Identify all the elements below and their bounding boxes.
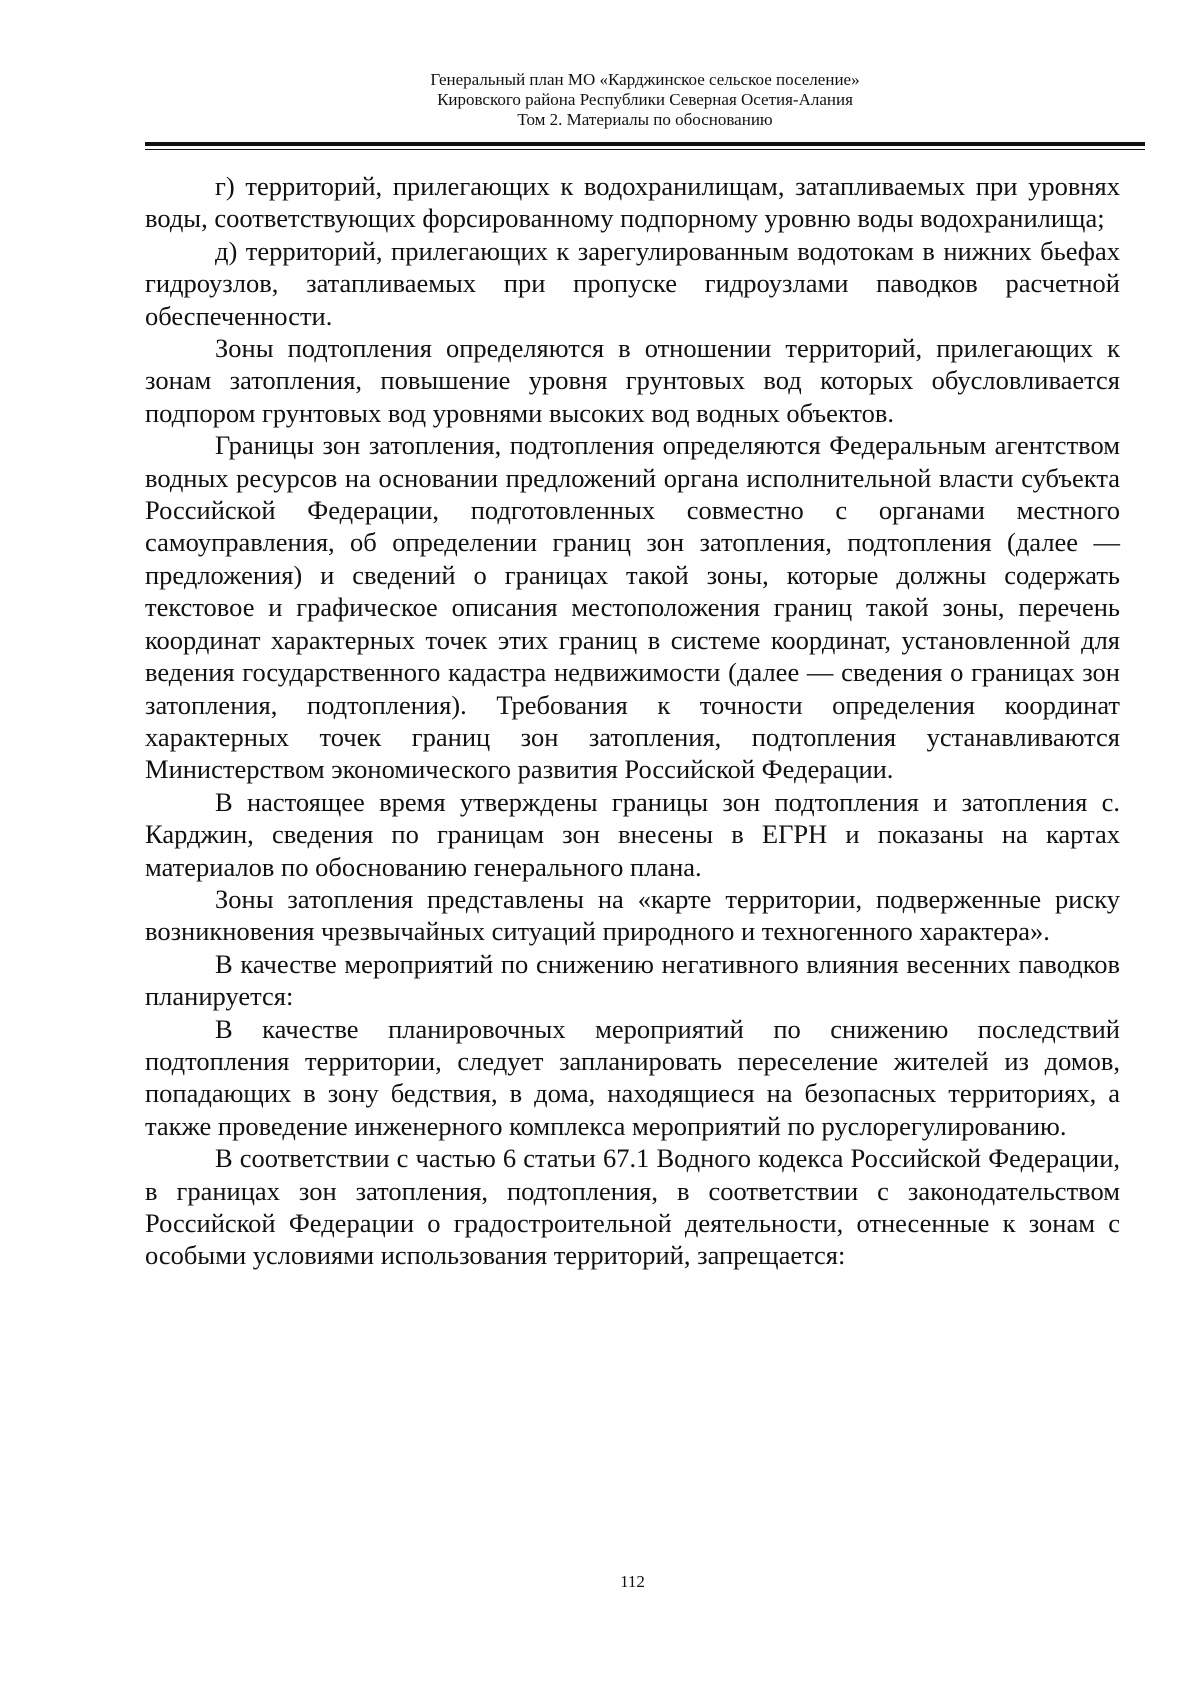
paragraph: В настоящее время утверждены границы зон подтопления и затопления с. Карджин, сведения по границам зон внесены в ЕГРН и показаны на картах материалов по обоснованию генерального плана. <box>145 786 1120 882</box>
paragraph: В качестве мероприятий по снижению негативного влияния весенних паводков планируется: <box>145 948 1120 1012</box>
paragraph: В соответствии с частью 6 статьи 67.1 Водного кодекса Российской Федерации, в границах зон затопления, подтопления, в соответствии с законодательством Российской Федерации о градостроительной деятельности, отнесенные к зонам с особыми условиями использования территорий, запрещается: <box>145 1143 1120 1271</box>
paragraph: Границы зон затопления, подтопления определяются Федеральным агентством водных ресурсов на основании предложений органа исполнительной власти субъекта Российской Федерации, подготовленных совместно с органами местного самоуправления, об определении границ зон затопления, подтопления (далее — предложения) и сведений о границах такой зоны, которые должны содержать текстовое и графическое описания местоположения границ такой зоны, перечень координат характерных точек этих границ в системе координат, установленной для ведения государственного кадастра недвижимости (далее — сведения о границах зон затопления, подтопления). Требования к точности определения координат характерных точек границ зон затопления, подтопления устанавливаются Министерством экономического развития Российской Федерации. <box>145 430 1120 785</box>
paragraph: д) территорий, прилегающих к зарегулированным водотокам в нижних бьефах гидроузлов, затапливаемых при пропуске гидроузлами паводков расчетной обеспеченности. <box>145 235 1120 331</box>
paragraph: Зоны подтопления определяются в отношении территорий, прилегающих к зонам затопления, повышение уровня грунтовых вод которых обусловливается подпором грунтовых вод уровнями высоких вод водных объектов. <box>145 333 1120 428</box>
paragraph: г) территорий, прилегающих к водохранилищам, затапливаемых при уровнях воды, соответствующих форсированному подпорному уровню воды водохранилища; <box>145 171 1120 234</box>
paragraph: Зоны затопления представлены на «карте территории, подверженные риску возникновения чрезвычайных ситуаций природного и техногенного характера». <box>145 883 1120 947</box>
header-rule-thick <box>145 142 1145 146</box>
running-header <box>145 70 1145 130</box>
header-title-line: Генеральный план МО «Карджинское сельское поселение» <box>430 70 860 89</box>
page-number: 112 <box>620 1572 645 1591</box>
header-region-line: Кировского района Республики Северная Осетия-Алания <box>437 90 853 109</box>
paragraph: В качестве планировочных мероприятий по снижению последствий подтопления территории, следует запланировать переселение жителей из домов, попадающих в зону бедствия, в дома, находящиеся на безопасных территориях, а также проведение инженерного комплекса мероприятий по руслорегулированию. <box>145 1013 1120 1141</box>
document-body <box>145 170 1120 1272</box>
header-rule-thin <box>145 149 1145 150</box>
header-volume-line: Том 2. Материалы по обоснованию <box>517 110 773 129</box>
